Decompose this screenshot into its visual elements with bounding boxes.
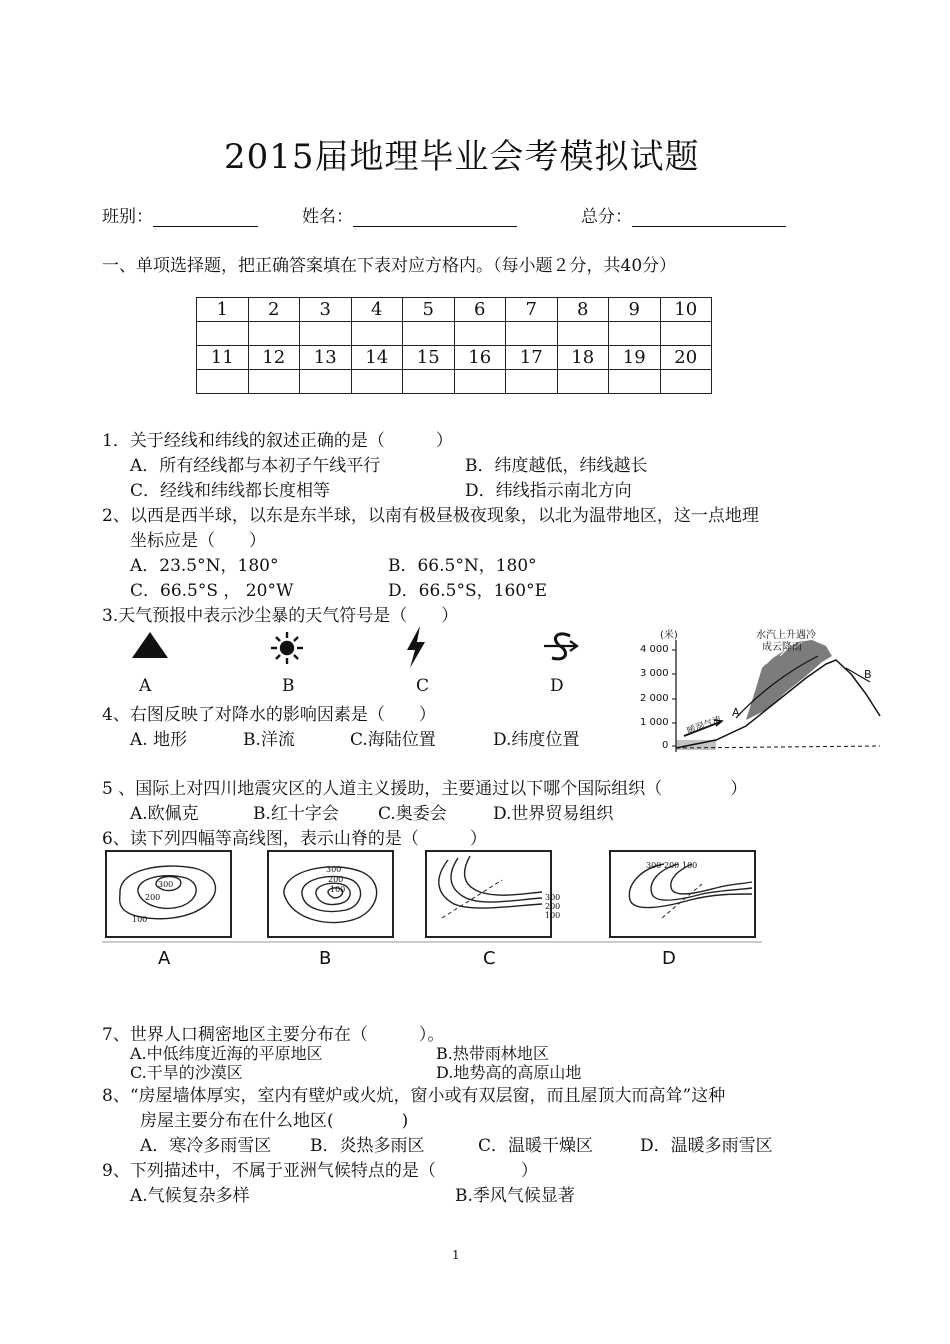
table-cell: 17 xyxy=(506,346,558,370)
page-title: 2015届地理毕业会考模拟试题 xyxy=(224,137,700,177)
name-field xyxy=(302,202,517,227)
table-cell: 3 xyxy=(300,298,352,322)
contour-maps xyxy=(102,848,762,946)
answer-cell[interactable] xyxy=(454,322,506,346)
map-c-label-100: 100 xyxy=(545,911,561,920)
answer-cell[interactable] xyxy=(351,322,403,346)
answer-cell[interactable] xyxy=(506,322,558,346)
q4-option-b: B.洋流 xyxy=(243,730,295,750)
table-cell: 1 xyxy=(197,298,249,322)
contour-map-c xyxy=(439,856,542,918)
table-cell: 6 xyxy=(454,298,506,322)
class-blank[interactable] xyxy=(153,210,258,227)
figure-unit: (米) xyxy=(660,630,678,641)
table-cell: 18 xyxy=(557,346,609,370)
q7-option-c: C.干旱的沙漠区 xyxy=(130,1063,243,1082)
answer-cell[interactable] xyxy=(300,322,352,346)
terrain-figure xyxy=(636,622,882,770)
table-row xyxy=(197,346,712,370)
q8-option-b: B．炎热多雨区 xyxy=(310,1136,425,1156)
q2-option-a: A．23.5°N，180° xyxy=(130,556,279,576)
triangle-icon xyxy=(132,632,168,658)
q7-stem: 7、世界人口稠密地区主要分布在（ ）。 xyxy=(102,1025,445,1045)
name-blank[interactable] xyxy=(353,210,517,227)
figure-caption-line1: 水汽上升遇冷 xyxy=(756,630,816,641)
q6-label-c: C xyxy=(483,948,496,969)
q2-option-d: D．66.5°S，160°E xyxy=(388,581,547,601)
score-field xyxy=(581,202,786,227)
map-b-label-300: 300 xyxy=(326,865,342,874)
q1-option-a: A．所有经线都与本初子午线平行 xyxy=(130,456,381,476)
q7-option-d: D.地势高的高原山地 xyxy=(436,1063,582,1082)
q4-option-c: C.海陆位置 xyxy=(350,730,436,750)
table-cell: 8 xyxy=(557,298,609,322)
sandstorm-icon xyxy=(544,634,577,659)
q5-option-c: C.奥委会 xyxy=(378,804,447,824)
map-d-label-200: 200 xyxy=(664,861,680,870)
contour-map-d xyxy=(629,864,752,918)
map-a-label-100: 100 xyxy=(132,915,148,924)
q6-label-a: A xyxy=(158,948,171,969)
table-cell: 20 xyxy=(660,346,712,370)
figure-tick-4000: 4 000 xyxy=(640,644,669,655)
q6-stem: 6、读下列四幅等高线图，表示山脊的是（ ） xyxy=(102,829,487,849)
q8-stem-line1: 8、“房屋墙体厚实，室内有壁炉或火炕，窗小或有双层窗，而且屋顶大而高耸”这种 xyxy=(102,1086,726,1106)
q2-stem-line2: 坐标应是（ ） xyxy=(130,531,266,551)
answer-cell[interactable] xyxy=(351,370,403,394)
q9-stem: 9、下列描述中，不属于亚洲气候特点的是（ ） xyxy=(102,1161,538,1181)
map-d-label-100: 100 xyxy=(682,861,698,870)
q2-stem-line1: 2、以西是西半球，以东是东半球，以南有极昼极夜现象，以北为温带地区，这一点地理 xyxy=(102,506,759,526)
answer-cell[interactable] xyxy=(557,322,609,346)
lightning-icon xyxy=(407,626,425,668)
q6-label-b: B xyxy=(319,948,332,969)
figure-point-b: B xyxy=(864,668,872,681)
q3-stem: 3.天气预报中表示沙尘暴的天气符号是（ ） xyxy=(102,606,459,626)
figure-tick-2000: 2 000 xyxy=(640,693,669,704)
q8-option-a: A．寒冷多雨雪区 xyxy=(140,1136,272,1156)
sun-icon xyxy=(271,632,303,664)
q7-option-b: B.热带雨林地区 xyxy=(436,1044,549,1063)
table-cell: 14 xyxy=(351,346,403,370)
table-cell: 15 xyxy=(403,346,455,370)
page-number: 1 xyxy=(452,1248,460,1262)
q3-label-b: B xyxy=(282,676,295,696)
table-cell: 5 xyxy=(403,298,455,322)
name-label: 姓名： xyxy=(302,207,353,227)
table-cell: 4 xyxy=(351,298,403,322)
answer-row xyxy=(197,322,712,346)
figure-tick-0: 0 xyxy=(662,740,669,751)
map-d-label-300: 300 xyxy=(646,861,662,870)
table-cell: 11 xyxy=(197,346,249,370)
table-cell: 16 xyxy=(454,346,506,370)
map-b-label-100: 100 xyxy=(330,885,346,894)
q5-option-a: A.欧佩克 xyxy=(130,804,199,824)
table-cell: 2 xyxy=(248,298,300,322)
q1-stem: 1．关于经线和纬线的叙述正确的是（ ） xyxy=(102,431,453,451)
answer-cell[interactable] xyxy=(248,370,300,394)
table-cell: 12 xyxy=(248,346,300,370)
q8-stem-line2: 房屋主要分布在什么地区( ) xyxy=(140,1111,409,1131)
q8-option-c: C．温暖干燥区 xyxy=(478,1136,594,1156)
weather-symbols xyxy=(120,622,600,672)
map-c-label-300: 300 xyxy=(545,893,561,902)
map-a-label-300: 300 xyxy=(158,880,174,889)
q2-option-c: C．66.5°S ， 20°W xyxy=(130,581,294,601)
q5-option-d: D.世界贸易组织 xyxy=(493,804,614,824)
figure-tick-1000: 1 000 xyxy=(640,717,669,728)
q6-label-d: D xyxy=(662,948,676,969)
figure-caption-line2: 成云降雨 xyxy=(762,642,802,653)
q3-label-c: C xyxy=(416,676,430,696)
answer-cell[interactable] xyxy=(300,370,352,394)
table-cell: 19 xyxy=(609,346,661,370)
q9-option-a: A.气候复杂多样 xyxy=(130,1186,250,1206)
score-label: 总分： xyxy=(581,207,632,227)
q4-stem: 4、右图反映了对降水的影响因素是（ ） xyxy=(102,705,436,725)
q1-option-b: B．纬度越低，纬线越长 xyxy=(465,456,648,476)
table-row xyxy=(197,298,712,322)
q1-option-c: C．经线和纬线都长度相等 xyxy=(130,481,331,501)
map-b-label-200: 200 xyxy=(328,875,344,884)
q2-option-b: B．66.5°N，180° xyxy=(388,556,537,576)
figure-tick-3000: 3 000 xyxy=(640,668,669,679)
answer-cell[interactable] xyxy=(506,370,558,394)
table-cell: 13 xyxy=(300,346,352,370)
q3-label-d: D xyxy=(550,676,564,696)
q1-option-d: D．纬线指示南北方向 xyxy=(465,481,632,501)
contour-map-a xyxy=(120,866,216,919)
q3-label-a: A xyxy=(139,676,152,696)
figure-arrow-text: 暖湿气流 xyxy=(685,715,724,737)
table-cell: 10 xyxy=(660,298,712,322)
answer-cell[interactable] xyxy=(403,370,455,394)
section-heading: 一、单项选择题，把正确答案填在下表对应方格内。（每小题２分，共40分） xyxy=(102,256,677,276)
q5-stem: 5 、国际上对四川地震灾区的人道主义援助，主要通过以下哪个国际组织（ ） xyxy=(102,779,748,799)
answer-cell[interactable] xyxy=(248,322,300,346)
answer-cell[interactable] xyxy=(660,370,712,394)
q4-option-d: D.纬度位置 xyxy=(493,730,580,750)
class-label: 班别： xyxy=(102,207,153,227)
answer-cell[interactable] xyxy=(403,322,455,346)
answer-cell[interactable] xyxy=(557,370,609,394)
q4-option-a: A. 地形 xyxy=(130,730,188,750)
score-blank[interactable] xyxy=(632,210,786,227)
answer-cell[interactable] xyxy=(609,322,661,346)
table-cell: 9 xyxy=(609,298,661,322)
q9-option-b: B.季风气候显著 xyxy=(455,1186,575,1206)
answer-cell[interactable] xyxy=(454,370,506,394)
map-a-label-200: 200 xyxy=(145,893,161,902)
table-cell: 7 xyxy=(506,298,558,322)
figure-point-a: A xyxy=(732,706,740,719)
answer-cell[interactable] xyxy=(660,322,712,346)
answer-cell[interactable] xyxy=(197,370,249,394)
answer-cell[interactable] xyxy=(609,370,661,394)
class-field xyxy=(102,202,258,227)
q8-option-d: D．温暖多雨雪区 xyxy=(640,1136,773,1156)
q5-option-b: B.红十字会 xyxy=(253,804,339,824)
q7-option-a: A.中低纬度近海的平原地区 xyxy=(130,1044,323,1063)
answer-cell[interactable] xyxy=(197,322,249,346)
map-c-label-200: 200 xyxy=(545,902,561,911)
answer-row xyxy=(197,370,712,394)
answer-table xyxy=(196,297,712,394)
